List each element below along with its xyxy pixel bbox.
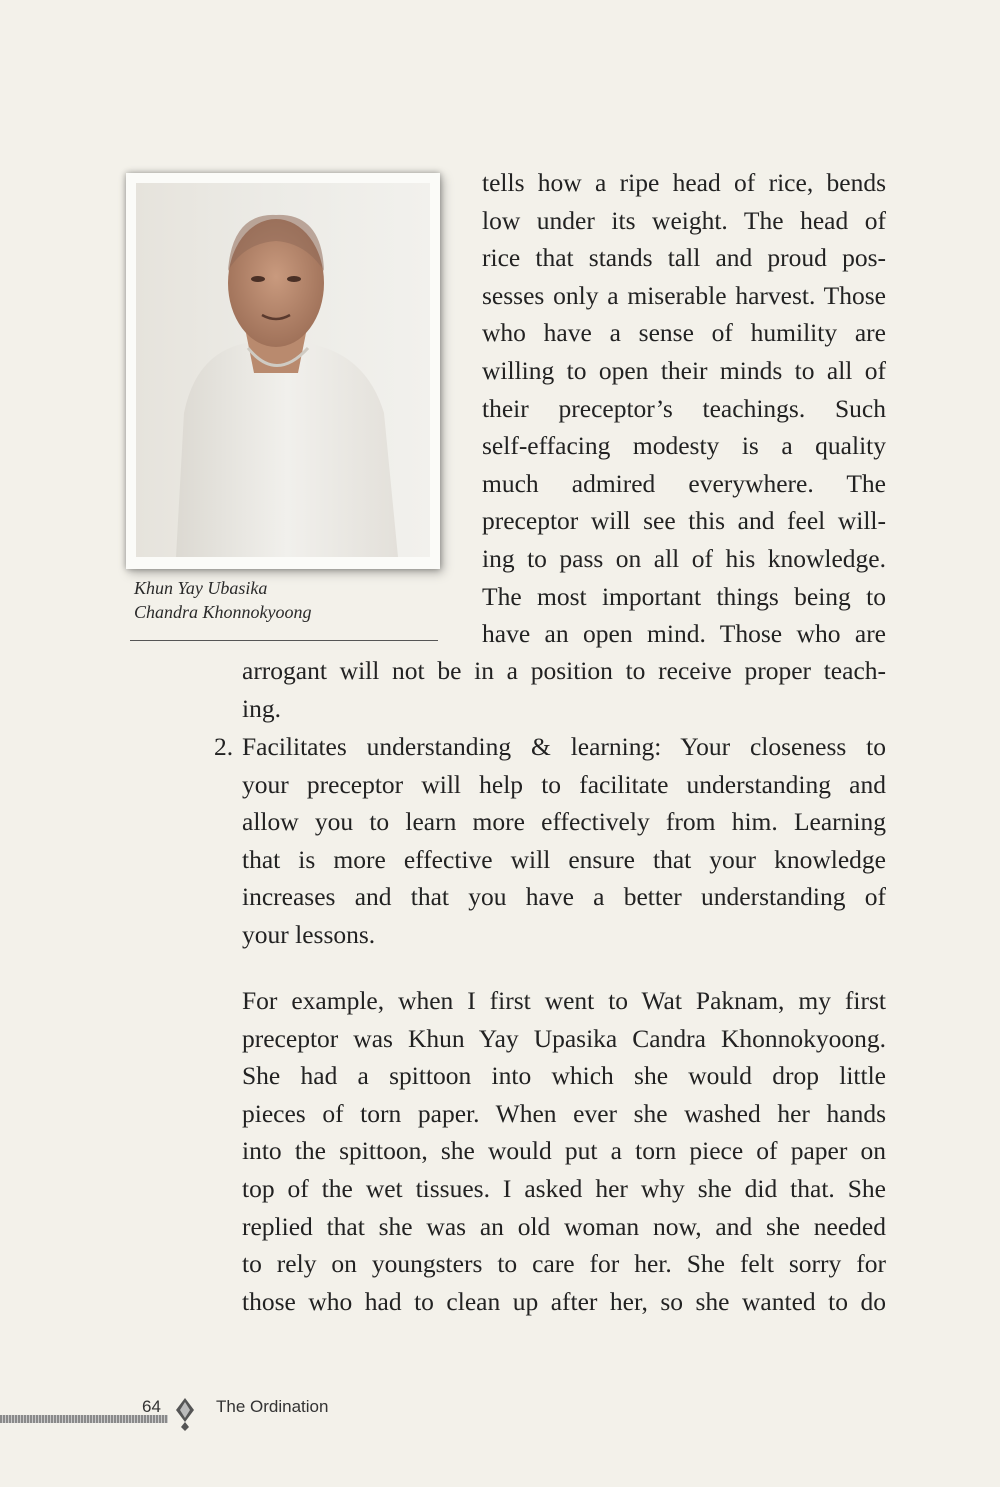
text-line: increases and that you have a better understanding of xyxy=(242,882,886,912)
text-line: Facilitates understanding & learning: Your closeness to xyxy=(242,732,886,761)
text-line: that is more effective will ensure that your knowledge xyxy=(242,844,886,874)
right-column-paragraph xyxy=(482,164,886,653)
text-line: allow you to learn more effectively from him. Learning xyxy=(242,807,886,837)
text-line: self-effacing modesty is a quality xyxy=(482,431,886,461)
text-line: arrogant will not be in a position to receive proper teach- xyxy=(242,656,886,685)
text-line: low under its weight. The head of xyxy=(482,205,886,235)
text-line: top of the wet tissues. I asked her why she did that. She xyxy=(242,1173,886,1203)
text-line: your preceptor will help to facilitate understanding and xyxy=(242,769,886,799)
page-footer xyxy=(0,1393,520,1433)
text-line: into the spittoon, she would put a torn piece of paper on xyxy=(242,1136,886,1166)
text-line: those who had to clean up after her, so she wanted to do xyxy=(242,1286,886,1316)
portrait-photo xyxy=(136,183,430,557)
text-line: preceptor will see this and feel will- xyxy=(482,506,886,536)
text-line: to rely on youngsters to care for her. She felt sorry for xyxy=(242,1249,886,1279)
text-line: ing. xyxy=(242,693,281,723)
list-item-number: 2. xyxy=(214,732,234,761)
diamond-ornament-icon xyxy=(174,1397,196,1431)
text-line: your lessons. xyxy=(242,919,376,949)
text-line: sesses only a miserable harvest. Those xyxy=(482,280,886,310)
text-line: For example, when I first went to Wat Paknam, my first xyxy=(242,986,886,1015)
text-line: rice that stands tall and proud pos- xyxy=(482,243,886,273)
text-line: She had a spittoon into which she would drop little xyxy=(242,1061,886,1091)
text-line: their preceptor’s teachings. Such xyxy=(482,393,886,423)
text-line: tells how a ripe head of rice, bends xyxy=(482,168,886,197)
caption-divider xyxy=(130,640,438,641)
book-title: The Ordination xyxy=(216,1397,329,1416)
text-line: have an open mind. Those who are xyxy=(482,619,886,649)
text-line: replied that she was an old woman now, and she needed xyxy=(242,1211,886,1241)
text-line: The most important things being to xyxy=(482,581,886,611)
text-line: pieces of torn paper. When ever she washed her hands xyxy=(242,1098,886,1128)
text-line: ing to pass on all of his knowledge. xyxy=(482,543,886,573)
full-width-paragraph xyxy=(242,652,886,727)
caption-line-2: Chandra Khonnokyoong xyxy=(134,602,312,622)
text-line: who have a sense of humility are xyxy=(482,318,886,348)
caption-line-1: Khun Yay Ubasika xyxy=(134,578,268,598)
photo-caption xyxy=(134,576,312,624)
example-paragraph xyxy=(242,982,886,1320)
portrait-photo-frame xyxy=(126,173,440,569)
list-item-2-paragraph xyxy=(242,728,886,954)
text-line: preceptor was Khun Yay Upasika Candra Khonnokyoong. xyxy=(242,1023,886,1053)
text-line: willing to open their minds to all of xyxy=(482,355,886,385)
page-number: 64 xyxy=(142,1397,161,1416)
text-line: much admired everywhere. The xyxy=(482,468,886,498)
portrait-illustration xyxy=(136,183,430,557)
